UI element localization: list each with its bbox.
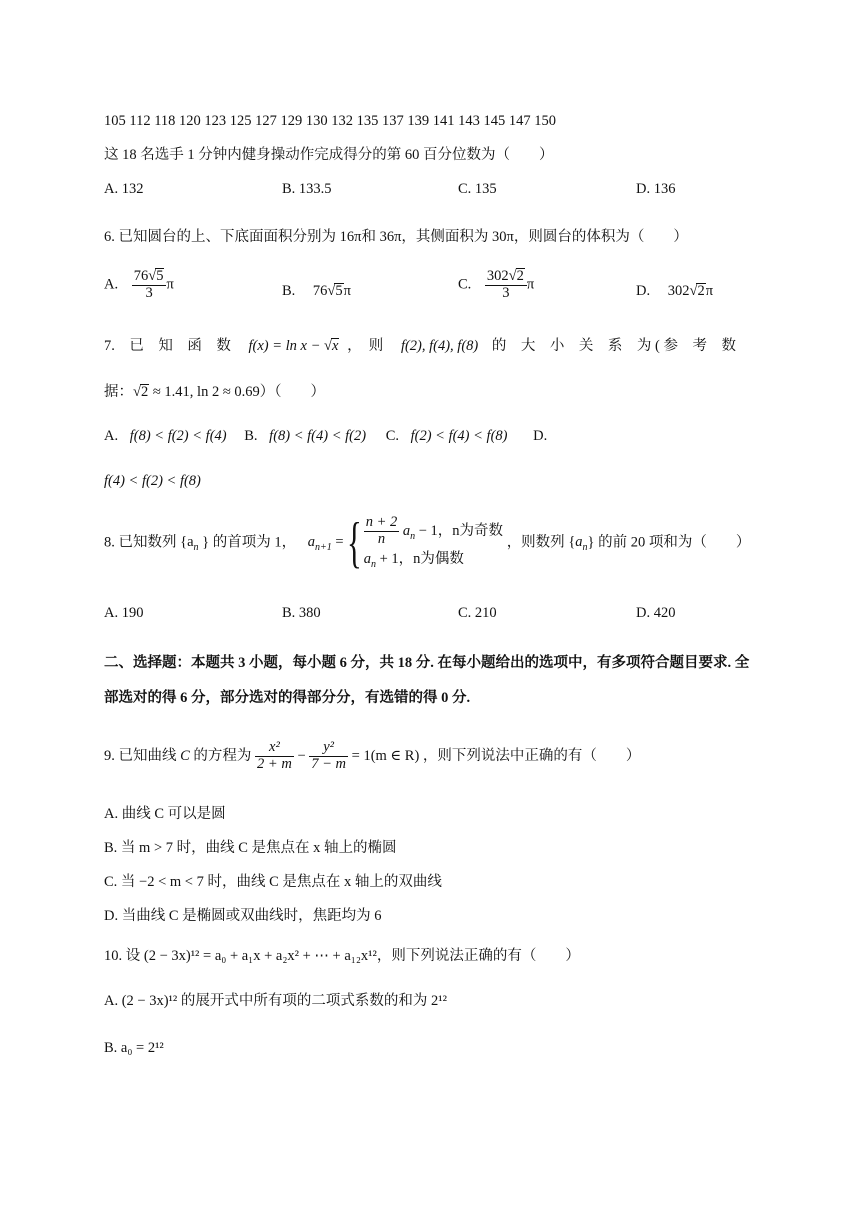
q5-option-a: A. 132 [104,181,144,197]
q7-option-a-label: A. [104,428,119,444]
q9-stem: 9. 已知曲线 C 的方程为 $\frac{\text{x²}}{2 + m}$ − $\frac{\text{y²}}{7 - m}$ = 1(m ∈ R) ，则下列说法中正确的有（ ） [104,739,641,772]
scores-line: 105 112 118 120 123 125 127 129 130 132 135 137 139 141 143 145 147 150 [104,113,557,129]
q7-options-row [104,429,547,444]
q5-option-b: B. 133.5 [282,181,332,197]
q5-option-c: C. 135 [458,181,497,197]
q5-option-d: D. 136 [636,181,676,197]
q7-option-b: f(8) < f(4) < f(2) [269,428,367,444]
q8-option-c: C. 210 [458,605,497,621]
q8-option-d: D. 420 [636,605,676,621]
q6-option-c: C. $\frac{302√2}{3}$ π [458,268,535,301]
q9-option-b: B. 当 m > 7 时，曲线 C 是焦点在 x 轴上的椭圆 [104,840,397,856]
q7-option-c: f(2) < f(4) < f(8) [410,428,508,444]
q7-line-1: 7. 已 知 函 数 f(x) = ln x − √x ， 则 f(2), f(4), f(8) 的 大 小 关 系 为 ( 参 考 数 [104,338,736,354]
q7-option-d: f(4) < f(2) < f(8) [104,473,201,489]
q6-stem: 6. 已知圆台的上、下底面面积分别为 16π和 36π，其侧面积为 30π，则圆台的体积为（ ） [104,229,688,245]
q7-option-a: f(8) < f(2) < f(4) [129,428,227,444]
section-2-heading-line-1: 二、选择题：本题共 3 小题，每小题 6 分，共 18 分. 在每小题给出的选项中，有多项符合题目要求. 全 [104,655,750,671]
q7-option-c-label: C. [385,428,399,444]
q6-option-b: B. 76√5π [282,283,351,299]
q7-option-d-label: D. [533,428,548,444]
q10-stem: 10. 设 (2 − 3x)¹² = a₀ + a₁x + a₂x² + ⋯ + a₁₂x¹²，则下列说法正确的有（ ） [104,948,580,964]
q5-stem: 这 18 名选手 1 分钟内健身操动作完成得分的第 60 百分位数为（ ） [104,147,554,163]
q9-option-d: D. 当曲线 C 是椭圆或双曲线时，焦距均为 6 [104,908,382,924]
q6-option-d: D. 302√2π [636,283,714,299]
q10-option-a: A. (2 − 3x)¹² 的展开式中所有项的二项式系数的和为 2¹² [104,993,447,1009]
q9-option-a: A. 曲线 C 可以是圆 [104,806,226,822]
q6-option-a: A. $\frac{76√5}{3}$ π [104,268,174,301]
section-2-heading-line-2: 部选对的得 6 分，部分选对的得部分分，有选错的得 0 分. [104,690,471,706]
q10-option-b: B. a₀ = 2¹² [104,1040,164,1056]
q8-line: 8. 已知数列 {$a_n$ } 的首项为 1， $a_{n+1}$ = { $\frac{n + 2}{n}$ $a_n - 1$，n为奇数 $a_n + 1$，n为偶数 ，则数列 $\{a_n\}$ 的前 20 项和为（ ） [104,512,751,575]
q7-line-2: 据：√2 ≈ 1.41, ln 2 ≈ 0.69）（ ） [104,384,326,400]
q8-option-b: B. 380 [282,605,321,621]
q9-option-c: C. 当 −2 < m < 7 时，曲线 C 是焦点在 x 轴上的双曲线 [104,874,442,890]
q8-option-a: A. 190 [104,605,144,621]
q7-option-b-label: B. [244,428,258,444]
